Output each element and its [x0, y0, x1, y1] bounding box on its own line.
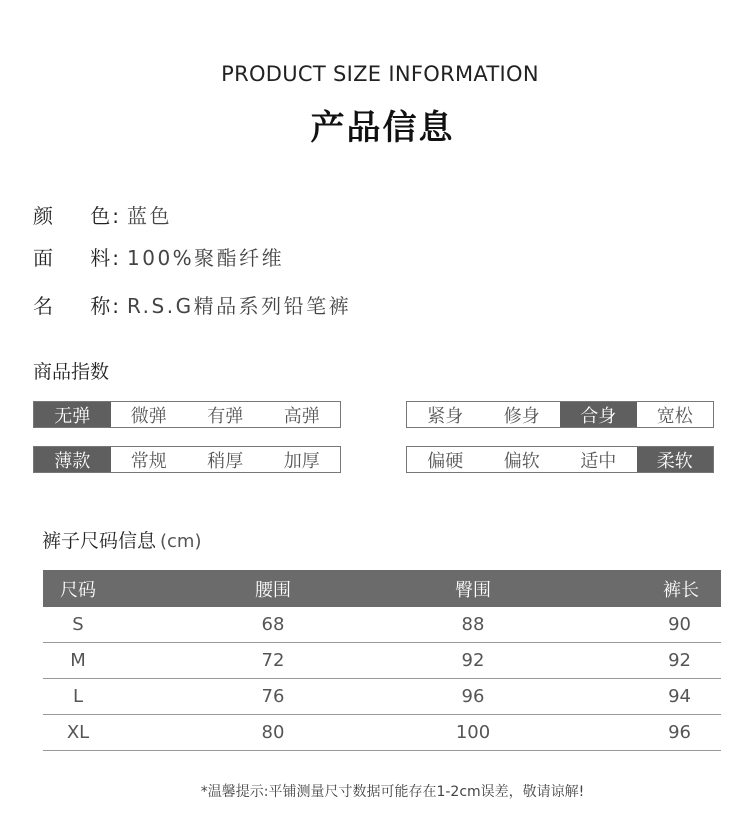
- table-cell: S: [72, 614, 84, 635]
- index-cell: 宽松: [656, 405, 693, 427]
- index-cell: 适中: [580, 450, 617, 472]
- table-cell: XL: [66, 722, 90, 743]
- table-cell: L: [72, 686, 84, 707]
- attribute-label: 名 称:: [33, 293, 121, 318]
- index-cell: 紧身: [427, 405, 464, 427]
- index-cell: 有弹: [207, 405, 244, 427]
- index-cell: 常规: [130, 450, 167, 472]
- table-cell: 90: [668, 614, 691, 635]
- table-cell: 94: [668, 686, 691, 707]
- size-table: [43, 570, 721, 751]
- table-cell: 68: [261, 614, 285, 635]
- table-row: [43, 679, 721, 715]
- table-header: [43, 570, 721, 607]
- table-row: [43, 715, 721, 751]
- title-english: PRODUCT SIZE INFORMATION: [221, 62, 539, 86]
- index-cell: 高弹: [283, 405, 320, 427]
- measurement-note: *温馨提示:平铺测量尺寸数据可能存在1-2cm误差，敬请谅解!: [200, 784, 585, 800]
- table-cell: 92: [461, 650, 485, 671]
- attribute-name: [33, 290, 351, 318]
- header-cell: 腰围: [255, 579, 291, 601]
- size-unit: (cm): [160, 531, 202, 552]
- attribute-color: [33, 200, 172, 228]
- header-cell: 臀围: [455, 579, 491, 601]
- table-row: [43, 607, 721, 643]
- attribute-value: R.S.G精品系列铅笔裤: [127, 293, 352, 318]
- header-cell: 尺码: [60, 579, 96, 601]
- index-cell: 偏硬: [427, 450, 464, 472]
- attribute-value: 蓝色: [127, 203, 172, 228]
- index-cell: 修身: [503, 405, 540, 427]
- table-cell: 96: [461, 686, 485, 707]
- table-cell: M: [70, 650, 86, 671]
- attribute-material: [33, 242, 284, 270]
- index-cell: 无弹: [34, 402, 111, 427]
- table-cell: 96: [668, 722, 691, 743]
- index-cell: 加厚: [283, 450, 320, 472]
- elasticity-index: [33, 401, 341, 428]
- table-cell: 80: [261, 722, 285, 743]
- index-cell: 薄款: [34, 447, 111, 472]
- index-cell: 微弹: [130, 405, 167, 427]
- index-cell: 稍厚: [207, 450, 244, 472]
- header-cell: 裤长: [663, 579, 699, 601]
- index-cell: 合身: [560, 402, 637, 427]
- table-cell: 72: [261, 650, 285, 671]
- table-row: [43, 643, 721, 679]
- index-cell: 偏软: [503, 450, 540, 472]
- attribute-label: 面 料:: [33, 245, 121, 270]
- table-cell: 100: [455, 722, 491, 743]
- size-table-title: 裤子尺码信息 (cm): [42, 530, 202, 552]
- attribute-label: 颜 色:: [33, 203, 121, 228]
- thickness-index: [33, 446, 341, 473]
- index-cell: 柔软: [637, 447, 714, 472]
- table-cell: 88: [461, 614, 485, 635]
- softness-index: [406, 446, 714, 473]
- table-cell: 76: [261, 686, 285, 707]
- index-section-title: 商品指数: [33, 361, 110, 383]
- attribute-value: 100%聚酯纤维: [127, 245, 285, 270]
- fit-index: [406, 401, 714, 428]
- title-chinese: 产品信息: [310, 108, 455, 148]
- table-cell: 92: [668, 650, 691, 671]
